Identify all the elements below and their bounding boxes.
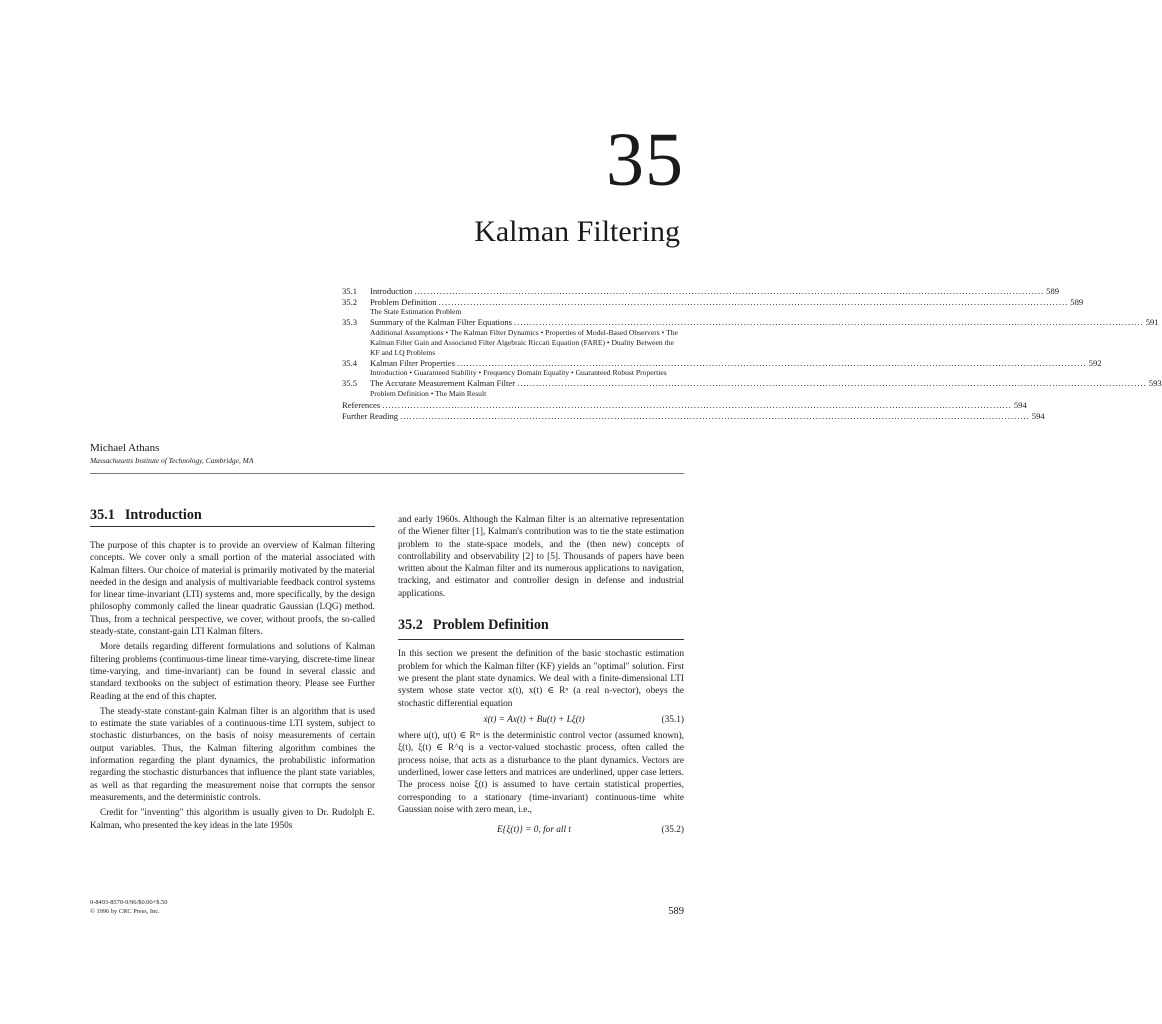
toc-leader-dots: ........................................................................................................................................................................................................ [514,317,1144,328]
toc-title: References [342,399,381,410]
header-divider [90,473,684,474]
author-name: Michael Athans [90,442,160,454]
toc-title: Further Reading [342,410,399,421]
section-heading-35-1 [90,507,202,524]
equation-expression: ẋ(t) = Ax(t) + Bu(t) + Lξ(t) [483,714,585,725]
toc-title: Introduction [370,286,413,296]
equation-expression: E{ξ(t)} = 0, for all t [497,825,571,836]
toc-page-number: 589 [1046,286,1060,296]
equation-label: (35.1) [661,714,684,725]
toc-title: Kalman Filter Properties [370,357,455,368]
toc-leader-dots: ........................................................................................................................................................................................................ [456,357,1087,368]
toc-section-number: 35.4 [342,357,358,368]
paragraph: and early 1960s. Although the Kalman filter is an alternative representation of the Wiener filter [1], Kalman's contribution was to tie the state estimation problem to the state-space models, and the (then new) concepts of controllability and observability [2] to [5]. Thousands of papers have been written about the Kalman filter and its numerous applications to navigation, tracking, and estimator and controller design in defense and industrial applications. [398,515,684,599]
toc-page-number: 594 [1031,410,1045,421]
toc-page-number: 589 [1070,296,1084,307]
toc-title: Summary of the Kalman Filter Equations [370,317,513,328]
page-number: 589 [668,906,684,917]
toc-section-number: 35.2 [342,296,358,307]
section-title: Introduction [124,507,202,523]
toc-leader-dots: ........................................................................................................................................................................................................ [438,296,1069,307]
toc-entry[interactable] [342,286,1060,297]
toc-entry[interactable] [342,410,1045,422]
right-column [398,514,684,841]
section-title: Problem Definition [432,617,549,634]
toc-section-number: 35.3 [342,317,358,328]
toc-entry[interactable] [342,378,1162,399]
toc-section-number: 35.1 [342,286,358,296]
toc-leader-dots: ........................................................................................................................................................................................................ [414,286,1045,296]
equation-label: (35.2) [661,825,684,836]
paragraph: More details regarding different formulations and solutions of Kalman filtering problems (continuous-time linear time-varying, discrete-time linear time-varying, and time-invariant) can be found in several classic and standard textbooks on the subject of estimation theory. Please see Further Reading at the end of this chapter. [90,642,375,702]
toc-leader-dots: ........................................................................................................................................................................................................ [517,378,1147,389]
chapter-title: Kalman Filtering [474,215,680,248]
left-column [90,540,375,832]
section-number: 35.1 [90,507,115,523]
toc-subtopics: The State Estimation Problem [370,307,462,317]
footer-copyright: © 1996 by CRC Press, Inc. [90,908,160,915]
footer-publisher-info [90,898,167,916]
section-number: 35.2 [398,617,423,634]
paragraph: The purpose of this chapter is to provide an overview of Kalman filtering concepts. We cover only a small portion of the material associated with Kalman filters. Our choice of material is primarily motivated by the material needed in the design and analysis of multivariable feedback control systems for linear time-invariant (LTI) systems and, more specifically, by the design philosophy commonly called the linear quadratic Gaussian (LQG) method. Thus, from a technical perspective, we cover, without proofs, the so-called steady-state, constant-gain LTI Kalman filters. [90,541,376,638]
toc-entry[interactable] [342,317,1159,358]
toc-entry[interactable] [342,357,1102,379]
equation-35-2 [398,824,684,836]
toc-subtopics: Introduction • Guaranteed Stability • Frequency Domain Equality • Guaranteed Robust Properties [370,368,667,378]
toc-entry[interactable] [342,399,1027,411]
equation-35-1 [398,714,684,726]
toc-page-number: 592 [1088,357,1102,368]
section-rule [398,639,684,640]
toc-subtopics: Problem Definition • The Main Result [370,388,487,398]
toc-section-number: 35.5 [342,378,358,389]
toc-page-number: 591 [1145,317,1159,328]
chapter-number: 35 [606,118,684,202]
toc-title: The Accurate Measurement Kalman Filter [370,378,516,389]
author-block [90,442,330,466]
section-heading-35-2 [398,617,684,634]
table-of-contents [342,286,1162,421]
paragraph: The steady-state constant-gain Kalman filter is an algorithm that is used to estimate the state variables of a continuous-time LTI system, subject to stochastic disturbances, on the basis of noisy measurements of certain output variables. Thus, the Kalman filtering algorithm combines the information regarding the plant dynamics, the probabilistic information regarding the stochastic disturbances that influence the plant state variables, as well as that regarding the measurement noise that corrupts the sensor measurements, and the deterministic controls. [90,706,375,803]
footer-code: 0-8493-8570-9/96/$0.00+$.50 [90,899,168,906]
toc-subtopics: Additional Assumptions • The Kalman Filter Dynamics • Properties of Model-Based Observers • The Kalman Filter Gain and Associated Filter Algebraic Riccati Equation (FARE) • Duality Between the KF and LQ Problems [370,327,678,357]
toc-page-number: 594 [1013,399,1027,410]
toc-entry[interactable] [342,296,1084,318]
paragraph: Credit for "inventing" this algorithm is usually given to Dr. Rudolph E. Kalman, who presented the key ideas in the late 1950s [90,808,375,831]
paragraph: where u(t), u(t) ∈ Rᵐ is the deterministic control vector (assumed known), ξ(t), ξ(t) ∈ R^q is a vector-valued stochastic process, often called the process noise, that acts as a disturbance to the plant dynamics. Vectors are underlined, lower case letters and matrices are underlined, upper case letters. The process noise ξ(t) is assumed to have certain statistical properties, corresponding to a stationary (time-invariant) continuous-time white Gaussian noise with zero mean, i.e., [398,731,684,815]
toc-leader-dots: ........................................................................................................................................................................................................ [382,399,1012,410]
toc-page-number: 593 [1148,378,1162,389]
toc-leader-dots: ........................................................................................................................................................................................................ [400,410,1030,421]
author-affiliation: Massachusetts Institute of Technology, Cambridge, MA [90,456,254,465]
section-rule [90,526,375,527]
paragraph: In this section we present the definition of the basic stochastic estimation problem for which the Kalman filter (KF) yields an "optimal" solution. First we present the plant state dynamics. We deal with a finite-dimensional LTI system whose state vector x(t), x(t) ∈ Rⁿ (a real n-vector), obeys the stochastic differential equation [398,649,684,709]
toc-title: Problem Definition [370,296,437,307]
